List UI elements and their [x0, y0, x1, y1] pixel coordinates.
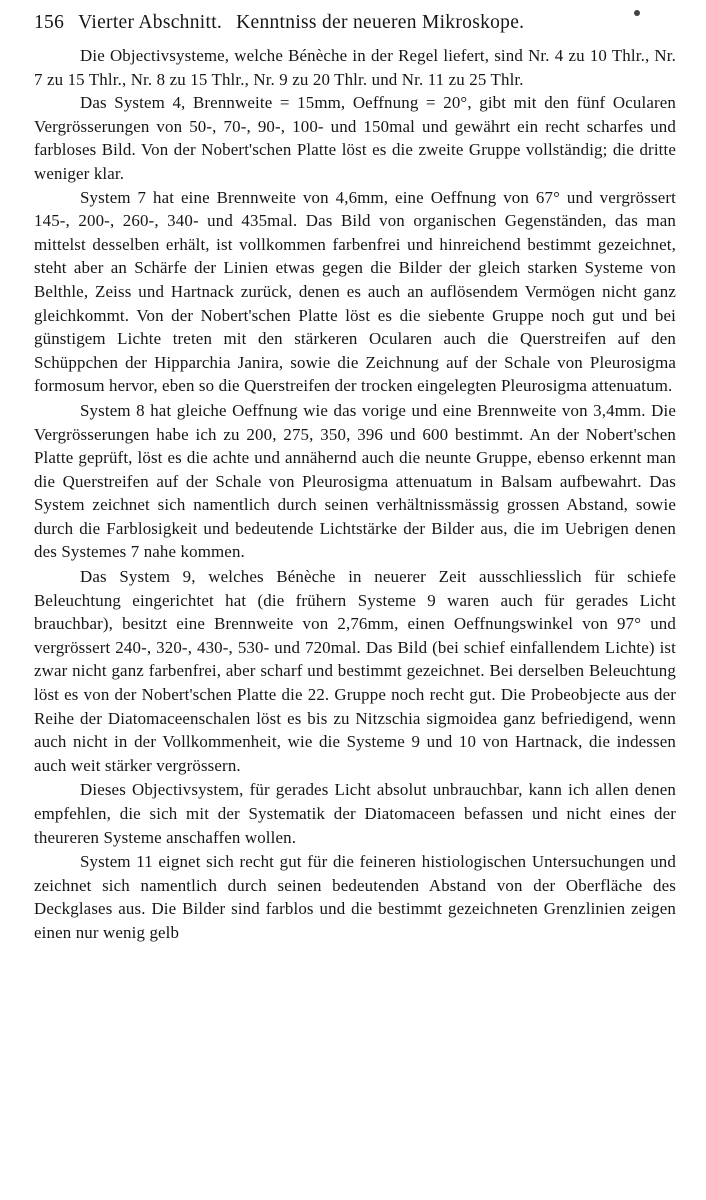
- ink-speck: [634, 10, 640, 16]
- page-header: [34, 12, 676, 34]
- paragraph-system-4: Das System 4, Brennweite = 15mm, Oeffnung = 20°, gibt mit den fünf Ocularen Vergrösserungen von 50-, 70-, 90-, 100- und 150mal und gewährt ein recht scharfes und farbloses Bild. Von der Nobert'schen Platte löst es die zweite Gruppe vollständig; die dritte weniger klar.: [34, 93, 676, 183]
- page-number: 156: [34, 12, 65, 33]
- chapter-title: Kenntniss der neueren Mikroskope.: [236, 12, 525, 33]
- paragraph-recommendation: Dieses Objectivsystem, für gerades Licht absolut unbrauchbar, kann ich allen denen empfehlen, die sich mit der Systematik der Diatomaceen befassen und nicht eines der theureren Systeme anschaffen wollen.: [34, 780, 676, 847]
- paragraph-system-9: Das System 9, welches Bénèche in neuerer Zeit ausschliesslich für schiefe Beleuchtung eingerichtet hat (die frühern Systeme 9 waren auch für gerades Licht brauchbar), besitzt eine Brennweite von 2,76mm, einen Oeffnungswinkel von 97° und vergrössert 240-, 320-, 430-, 530- und 720mal. Das Bild (bei schief einfallendem Lichte) ist zwar nicht ganz farbenfrei, aber scharf und bestimmt gezeichnet. Bei derselben Beleuchtung löst es von der Nobert'schen Platte die 22. Gruppe noch recht gut. Die Probeobjecte aus der Reihe der Diatomaceenschalen löst es bis zu Nitzschia sigmoidea ganz befriedigend, wenn auch nicht in der Vollkommenheit, wie die Systeme 9 und 10 von Hartnack, die indessen auch weit stärker vergrössern.: [34, 567, 676, 775]
- running-title: Vierter Abschnitt.: [78, 12, 223, 33]
- paragraph-prices: Die Objectivsysteme, welche Bénèche in der Regel liefert, sind Nr. 4 zu 10 Thlr., Nr. 7 zu 15 Thlr., Nr. 8 zu 15 Thlr., Nr. 9 zu 20 Thlr. und Nr. 11 zu 25 Thlr.: [34, 46, 676, 89]
- paragraph-system-11: System 11 eignet sich recht gut für die feineren histiologischen Untersuchungen und zeichnet sich namentlich durch seinen bedeutenden Abstand von der Oberfläche des Deckglases aus. Die Bilder sind farblos und die bestimmt gezeichneten Grenzlinien zeigen einen nur wenig gelb: [34, 852, 676, 942]
- paragraph-system-8: System 8 hat gleiche Oeffnung wie das vorige und eine Brennweite von 3,4mm. Die Vergrösserungen habe ich zu 200, 275, 350, 396 und 600 bestimmt. An der Nobert'schen Platte geprüft, löst es die achte und annähernd auch die neunte Gruppe, ebenso erkennt man die Querstreifen auf der Schale von Pleurosigma attenuatum in Balsam aufbewahrt. Das System zeichnet sich namentlich durch seinen verhältnissmässig grossen Abstand, sowie durch die Farblosigkeit und bedeutende Lichtstärke der Bilder aus, die im Uebrigen denen des Systemes 7 nahe kommen.: [34, 400, 676, 562]
- paragraph-system-7: System 7 hat eine Brennweite von 4,6mm, eine Oeffnung von 67° und vergrössert 145-, 200-, 260-, 340- und 435mal. Das Bild von organischen Gegenständen, das man mittelst desselben erhält, ist vollkommen farbenfrei und hinreichend bestimmt gezeichnet, steht aber an Schärfe der Linien etwas gegen die Bilder der gleich starken Systeme von Belthle, Zeiss und Hartnack zurück, denen es auch an auflösendem Vermögen nicht ganz gleichkommt. Von der Nobert'schen Platte löst es die siebente Gruppe noch gut und bei günstigem Lichte treten mit den stärkeren Ocularen auch die Querstreifen auf den Schüppchen der Hipparchia Janira, sowie die Zeichnung auf der Schale von Pleurosigma formosum hervor, eben so die Querstreifen der trocken eingelegten Pleurosigma attenuatum.: [34, 187, 676, 396]
